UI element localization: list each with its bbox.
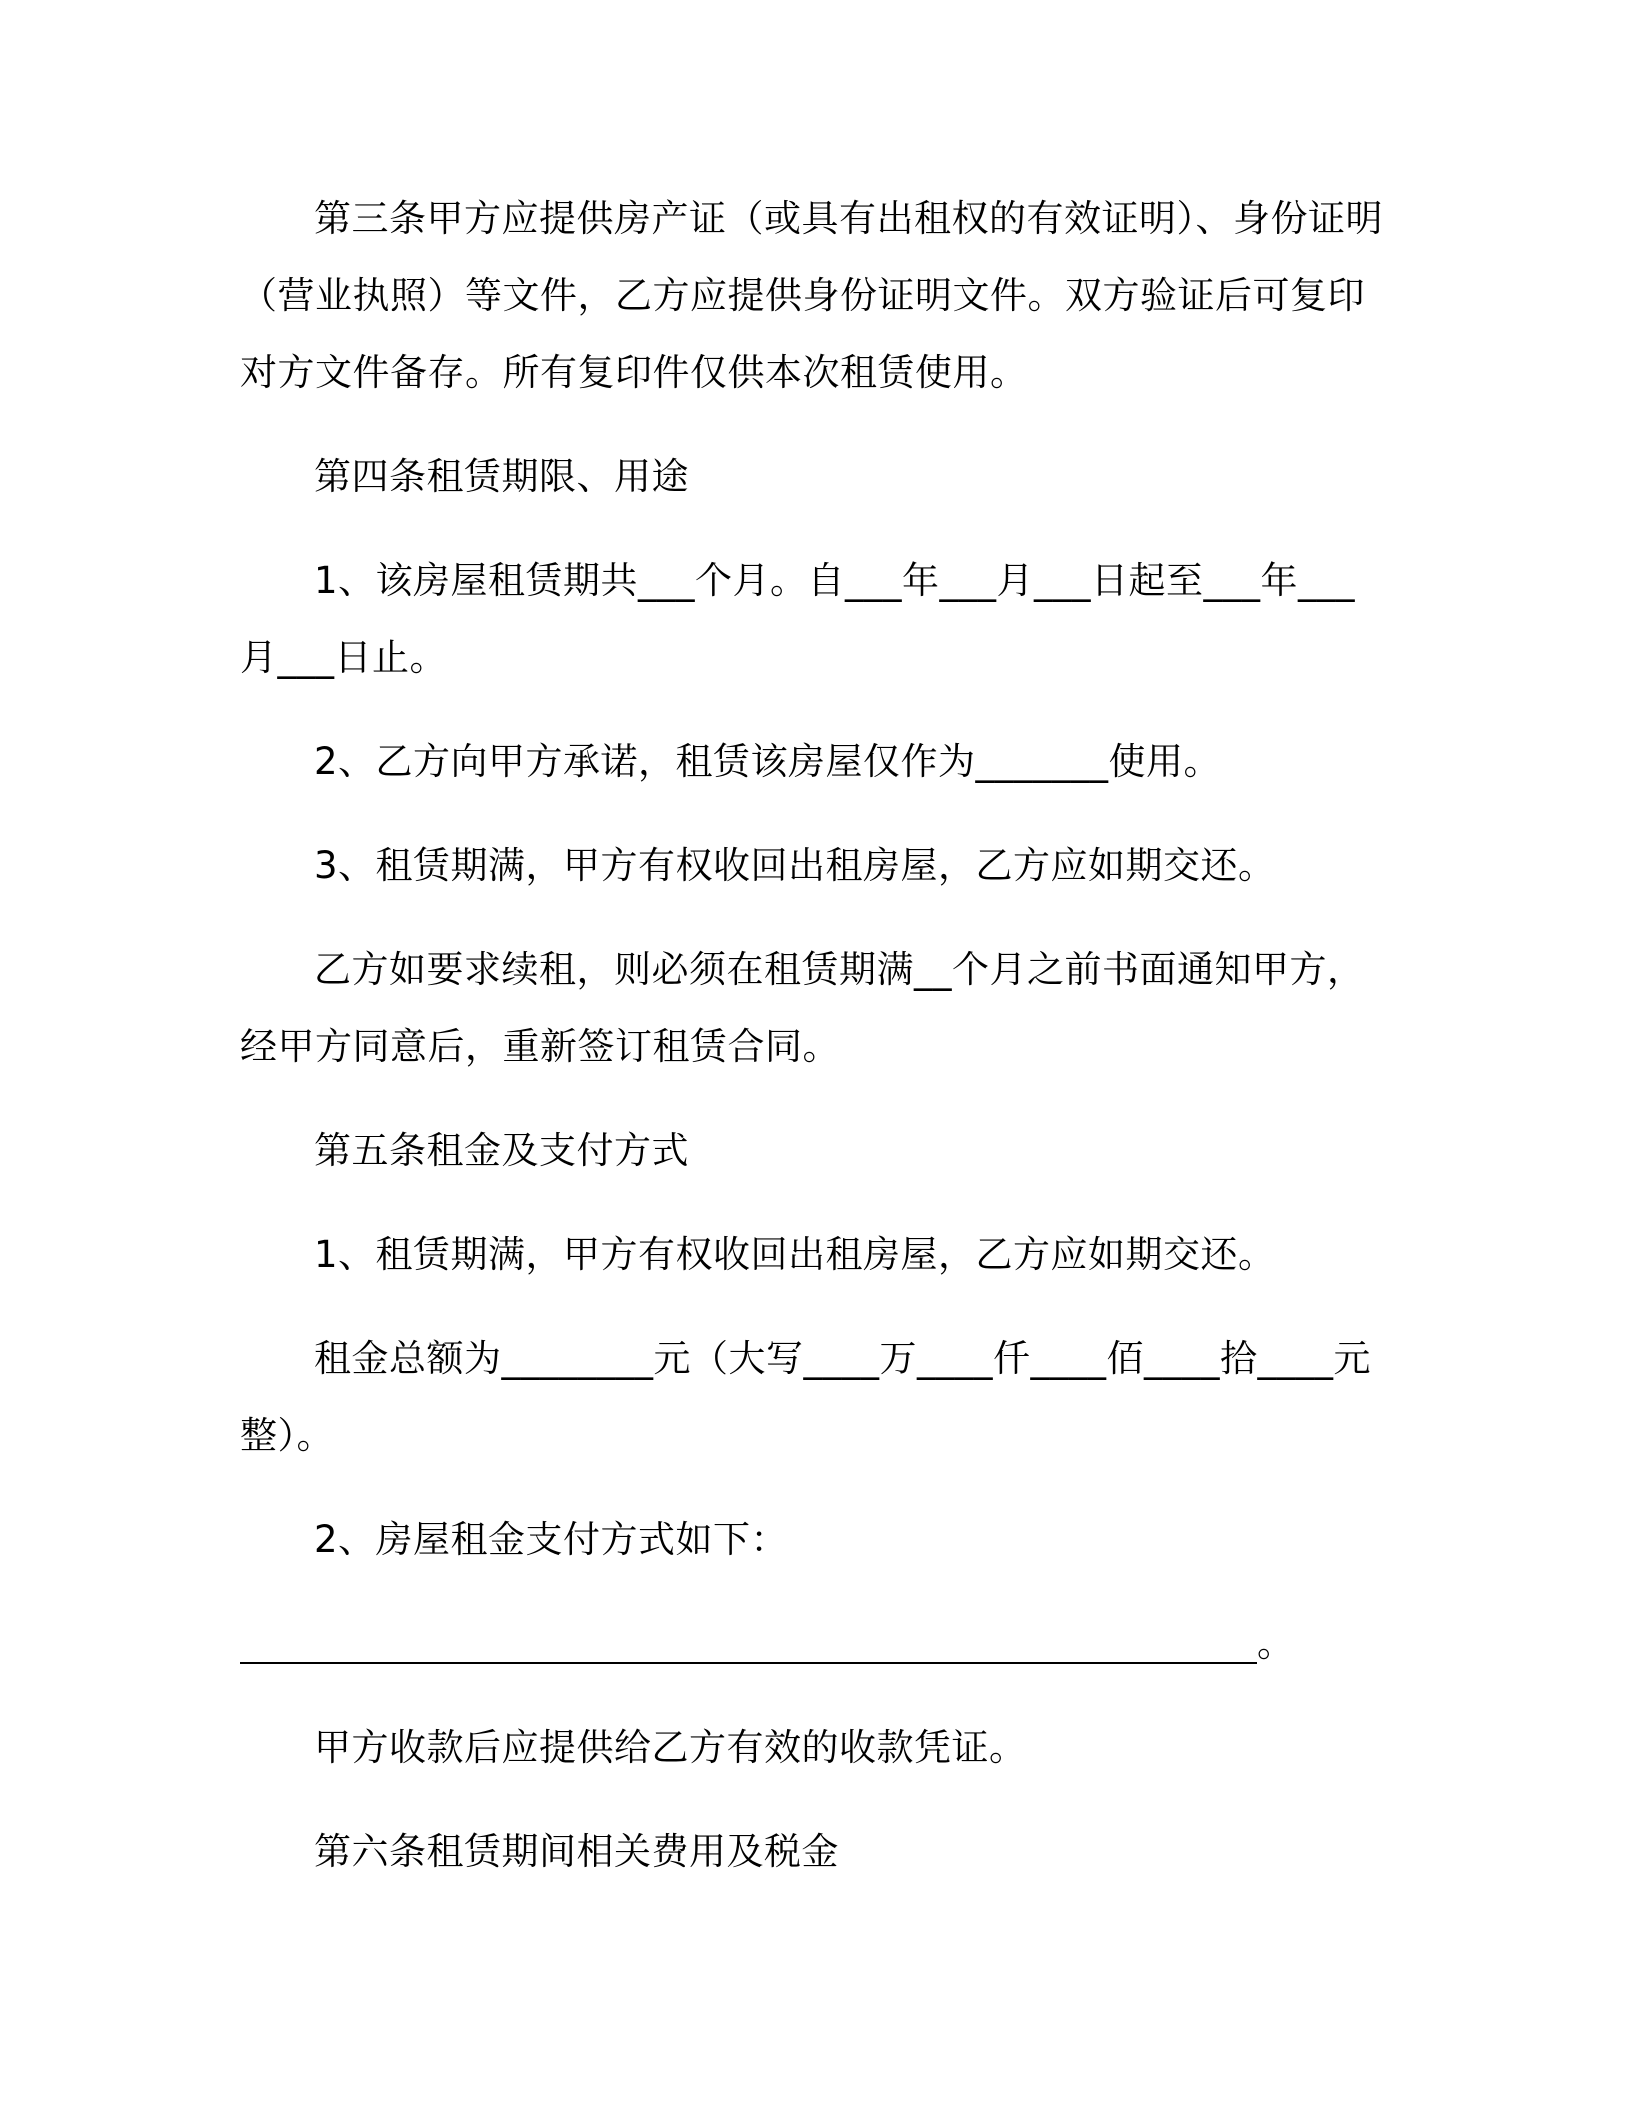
payment-method-blank	[240, 1605, 1390, 1682]
clause-5-item-2: 2、房屋租金支付方式如下：	[314, 1518, 789, 1561]
clause-4-item-2: 2、乙方向甲方承诺，租赁该房屋仅作为_______使用。	[314, 740, 1222, 783]
clause-4-heading: 第四条租赁期限、用途	[314, 455, 689, 498]
fill-in-rule	[240, 1662, 1257, 1664]
clause-4-item-3: 3、租赁期满，甲方有权收回出租房屋，乙方应如期交还。	[314, 844, 1276, 887]
blank-end-mark: 。	[1257, 1622, 1294, 1665]
document-page	[240, 180, 1390, 1917]
rent-total-text: 租金总额为________元（大写____万____仟____佰____拾____元整）。	[240, 1337, 1371, 1457]
receipt-text: 甲方收款后应提供给乙方有效的收款凭证。	[314, 1726, 1027, 1769]
clause-4-item-1: 1、该房屋租赁期共___个月。自___年___月___日起至___年___月___日止。	[240, 559, 1356, 679]
clause-6-heading: 第六条租赁期间相关费用及税金	[314, 1830, 839, 1873]
clause-3-text: 第三条甲方应提供房产证（或具有出租权的有效证明）、身份证明（营业执照）等文件，乙方应提供身份证明文件。双方验证后可复印对方文件备存。所有复印件仅供本次租赁使用。	[240, 197, 1383, 394]
clause-5-heading: 第五条租金及支付方式	[314, 1129, 689, 1172]
renewal-text: 乙方如要求续租，则必须在租赁期满__个月之前书面通知甲方，经甲方同意后，重新签订租赁合同。	[240, 948, 1365, 1068]
clause-5-item-1: 1、租赁期满，甲方有权收回出租房屋，乙方应如期交还。	[314, 1233, 1276, 1276]
